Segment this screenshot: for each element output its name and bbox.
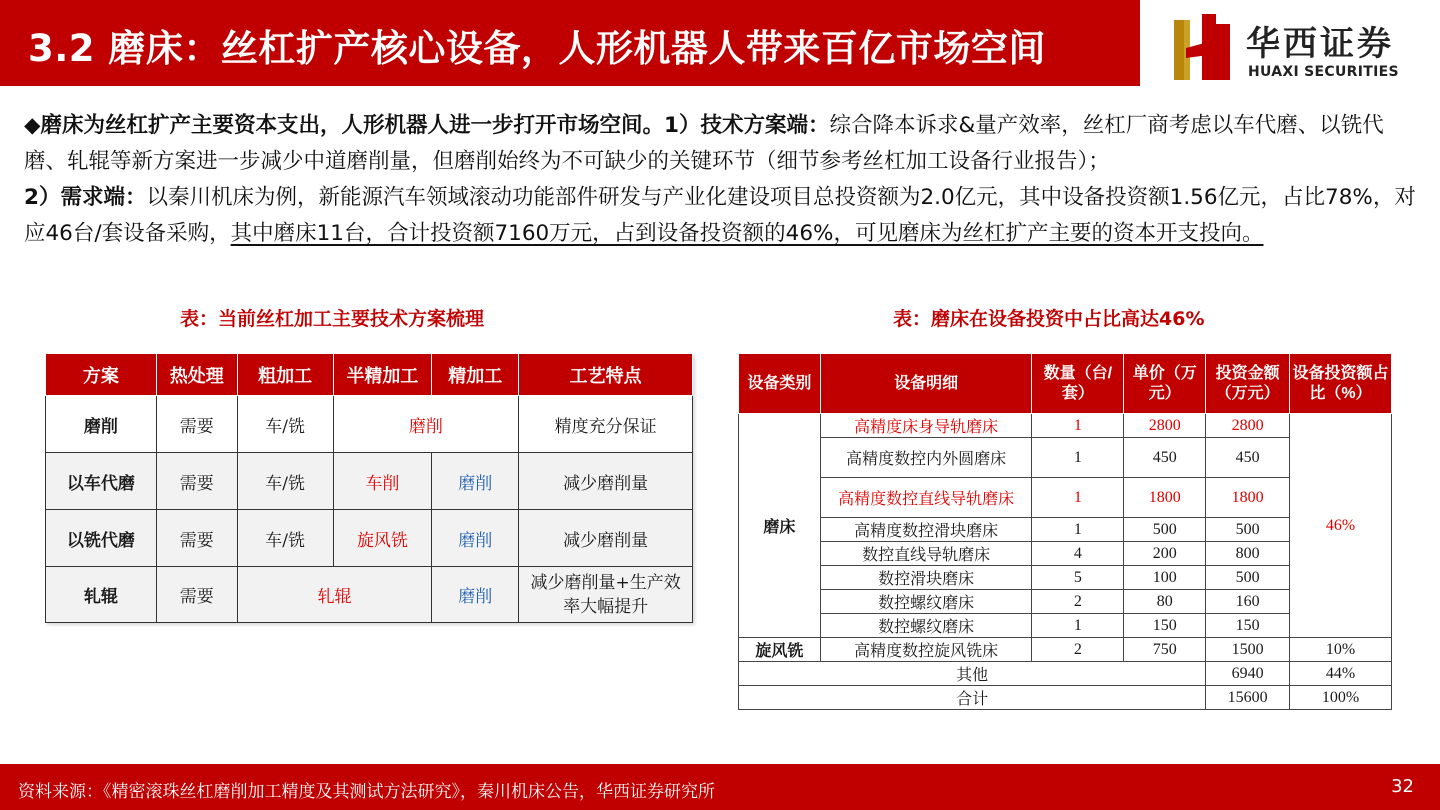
table-cell: 磨削 <box>432 510 519 567</box>
total-label: 合计 <box>739 686 1206 710</box>
amount-cell: 1500 <box>1206 638 1290 662</box>
column-header: 半精加工 <box>333 354 432 396</box>
intro-demand-text: 以秦川机床为例，新能源汽车领域滚动功能部件研发与产业化建设项目总投资额为2.0亿元，其中设备投资额1.56亿元，占比78%，对应46台/套设备采购， <box>24 185 1416 246</box>
equipment-name: 高精度数控内外圆磨床 <box>820 438 1032 478</box>
column-header: 工艺特点 <box>519 354 693 396</box>
column-header: 设备类别 <box>739 354 821 414</box>
intro-paragraph <box>24 108 1416 252</box>
table-row <box>739 686 1392 710</box>
footer-source: 资料来源：《精密滚珠丝杠磨削加工精度及其测试方法研究》，秦川机床公告，华西证券研究所 <box>18 782 715 802</box>
price-cell: 100 <box>1124 566 1206 590</box>
scheme-cell: 以车代磨 <box>46 453 157 510</box>
qty-cell: 2 <box>1032 590 1124 614</box>
table-cell: 需要 <box>156 396 237 453</box>
table-header-row <box>739 354 1392 414</box>
intro-lead: 磨床为丝杠扩产主要资本支出，人形机器人进一步打开市场空间。1）技术方案端： <box>40 113 830 138</box>
intro-tech-text: 综合降本诉求&量产效率，丝杠厂商考虑以车代磨、以铣代磨、轧辊等新方案进一步减少中道磨削量，但磨削始终为不可缺少的关键环节（细节参考丝杠加工设备行业报告）； <box>24 113 1384 174</box>
equipment-name: 高精度床身导轨磨床 <box>820 414 1032 438</box>
amount-cell: 500 <box>1206 566 1290 590</box>
table-cell: 旋风铣 <box>333 510 432 567</box>
table-cell: 车/铣 <box>237 453 333 510</box>
column-header: 方案 <box>46 354 157 396</box>
amount-cell: 6940 <box>1206 662 1290 686</box>
column-header: 设备投资额占比（%） <box>1290 354 1392 414</box>
table-cell: 车削 <box>333 453 432 510</box>
amount-cell: 15600 <box>1206 686 1290 710</box>
amount-cell: 150 <box>1206 614 1290 638</box>
page-title: 3.2 磨床：丝杠扩产核心设备，人形机器人带来百亿市场空间 <box>28 27 1046 70</box>
equipment-name: 高精度数控直线导轨磨床 <box>820 478 1032 518</box>
amount-cell: 800 <box>1206 542 1290 566</box>
share-cell: 10% <box>1290 638 1392 662</box>
table-cell: 车/铣 <box>237 510 333 567</box>
other-label: 其他 <box>739 662 1206 686</box>
table-cell: 减少磨削量+生产效率大幅提升 <box>519 567 693 623</box>
table-cell: 精度充分保证 <box>519 396 693 453</box>
table-cell: 需要 <box>156 510 237 567</box>
column-header: 单价（万元） <box>1124 354 1206 414</box>
category-cell: 旋风铣 <box>739 638 821 662</box>
amount-cell: 500 <box>1206 518 1290 542</box>
table-row <box>46 567 693 623</box>
table-row <box>46 510 693 567</box>
qty-cell: 4 <box>1032 542 1124 566</box>
table-row <box>739 638 1392 662</box>
price-cell: 1800 <box>1124 478 1206 518</box>
table-header-row <box>46 354 693 396</box>
table-cell: 减少磨削量 <box>519 453 693 510</box>
price-cell: 150 <box>1124 614 1206 638</box>
table-row <box>739 662 1392 686</box>
equipment-name: 数控滑块磨床 <box>820 566 1032 590</box>
column-header: 投资金额（万元） <box>1206 354 1290 414</box>
table-cell: 磨削 <box>333 396 519 453</box>
page-number: 32 <box>1391 776 1414 797</box>
tech-scheme-table <box>45 353 693 623</box>
price-cell: 80 <box>1124 590 1206 614</box>
bullet-icon: ◆ <box>24 113 41 138</box>
equipment-investment-table <box>738 353 1392 710</box>
column-header: 热处理 <box>156 354 237 396</box>
table-row <box>739 414 1392 438</box>
price-cell: 200 <box>1124 542 1206 566</box>
logo-text-cn: 华西证券 <box>1246 24 1394 64</box>
table-cell: 车/铣 <box>237 396 333 453</box>
logo-text-en: HUAXI SECURITIES <box>1248 64 1399 80</box>
table-cell: 磨削 <box>432 567 519 623</box>
qty-cell: 1 <box>1032 438 1124 478</box>
footer-bar <box>0 764 1440 810</box>
price-cell: 2800 <box>1124 414 1206 438</box>
category-cell: 磨床 <box>739 414 821 638</box>
left-table-caption: 表：当前丝杠加工主要技术方案梳理 <box>180 308 485 330</box>
share-cell: 46% <box>1290 414 1392 638</box>
scheme-cell: 以铣代磨 <box>46 510 157 567</box>
equipment-name: 数控螺纹磨床 <box>820 590 1032 614</box>
column-header: 设备明细 <box>820 354 1032 414</box>
table-row <box>46 396 693 453</box>
price-cell: 500 <box>1124 518 1206 542</box>
table-row <box>46 453 693 510</box>
right-table-caption: 表：磨床在设备投资中占比高达46% <box>893 308 1205 330</box>
table-cell: 需要 <box>156 453 237 510</box>
huaxi-logo-icon <box>1172 14 1234 80</box>
company-logo <box>1172 14 1422 80</box>
qty-cell: 2 <box>1032 638 1124 662</box>
column-header: 精加工 <box>432 354 519 396</box>
equipment-name: 数控直线导轨磨床 <box>820 542 1032 566</box>
column-header: 粗加工 <box>237 354 333 396</box>
table-cell: 磨削 <box>432 453 519 510</box>
qty-cell: 5 <box>1032 566 1124 590</box>
qty-cell: 1 <box>1032 414 1124 438</box>
column-header: 数量（台/套） <box>1032 354 1124 414</box>
table-cell: 需要 <box>156 567 237 623</box>
amount-cell: 2800 <box>1206 414 1290 438</box>
price-cell: 750 <box>1124 638 1206 662</box>
qty-cell: 1 <box>1032 478 1124 518</box>
amount-cell: 1800 <box>1206 478 1290 518</box>
equipment-name: 高精度数控滑块磨床 <box>820 518 1032 542</box>
amount-cell: 450 <box>1206 438 1290 478</box>
amount-cell: 160 <box>1206 590 1290 614</box>
intro-underlined-text: 其中磨床11台，合计投资额7160万元，占到设备投资额的46%，可见磨床为丝杠扩产主要的资本开支投向。 <box>230 221 1264 246</box>
table-cell: 轧辊 <box>237 567 432 623</box>
equipment-name: 数控螺纹磨床 <box>820 614 1032 638</box>
table-cell: 减少磨削量 <box>519 510 693 567</box>
scheme-cell: 磨削 <box>46 396 157 453</box>
price-cell: 450 <box>1124 438 1206 478</box>
header-bar <box>0 0 1140 86</box>
intro-demand-label: 2）需求端： <box>24 185 147 210</box>
share-cell: 100% <box>1290 686 1392 710</box>
equipment-name: 高精度数控旋风铣床 <box>820 638 1032 662</box>
qty-cell: 1 <box>1032 614 1124 638</box>
share-cell: 44% <box>1290 662 1392 686</box>
qty-cell: 1 <box>1032 518 1124 542</box>
scheme-cell: 轧辊 <box>46 567 157 623</box>
